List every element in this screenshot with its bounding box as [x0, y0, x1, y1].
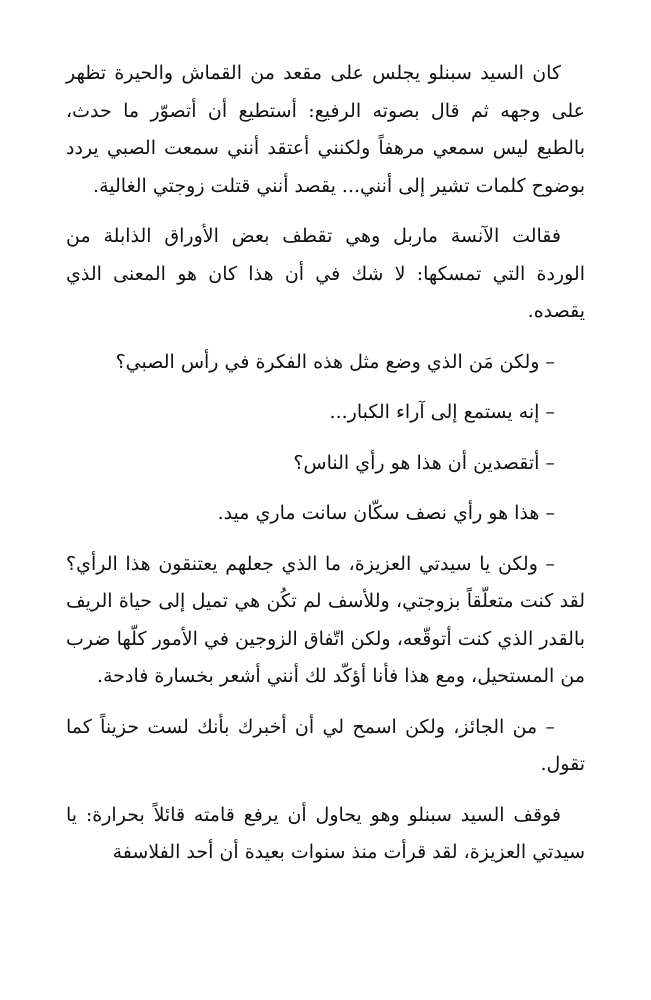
paragraph-dialogue: – ولكن يا سيدتي العزيزة، ما الذي جعلهم يعتنقون هذا الرأي؟ لقد كنت متعلّقاً بزوجتي، وللأسف لم تكُن هي تميل إلى حياة الريف بالقدر الذي كنت أتوقّعه، ولكن اتّفاق الزوجين في الأمور كلّها ضرب من المستحيل، ومع هذا فأنا أؤكّد لك أنني أشعر بخسارة فادحة.	[66, 552, 585, 687]
paragraph-narration: فقالت الآنسة ماربل وهي تقطف بعض الأوراق الذابلة من الوردة التي تمسكها: لا شك في أن هذا كان هو المعنى الذي يقصده.	[66, 225, 585, 322]
book-page	[66, 55, 585, 885]
paragraph-dialogue: – إنه يستمع إلى آراء الكبار...	[329, 401, 555, 423]
paragraph-dialogue: – ولكن مَن الذي وضع مثل هذه الفكرة في رأس الصبي؟	[115, 350, 555, 373]
paragraph-dialogue: – هذا هو رأي نصف سكّان سانت ماري ميد.	[217, 502, 555, 524]
paragraph-dialogue: – من الجائز، ولكن اسمح لي أن أخبرك بأنك لست حزيناً كما تقول.	[66, 715, 585, 775]
paragraph-dialogue: – أتقصدين أن هذا هو رأي الناس؟	[293, 451, 555, 474]
paragraph-narration: كان السيد سبنلو يجلس على مقعد من القماش والحيرة تظهر على وجهه ثم قال بصوته الرفيع: أستطيع أن أتصوّر ما حدث، بالطبع ليس سمعي مرهفاً ولكنني أعتقد أنني سمعت الصبي يردد بوضوح كلمات تشير إلى أنني... يقصد أنني قتلت زوجتي الغالية.	[66, 62, 585, 197]
paragraph-narration: فوقف السيد سبنلو وهو يحاول أن يرفع قامته قائلاً بحرارة: يا سيدتي العزيزة، لقد قرأت منذ سنوات بعيدة أن أحد الفلاسفة	[66, 803, 585, 863]
